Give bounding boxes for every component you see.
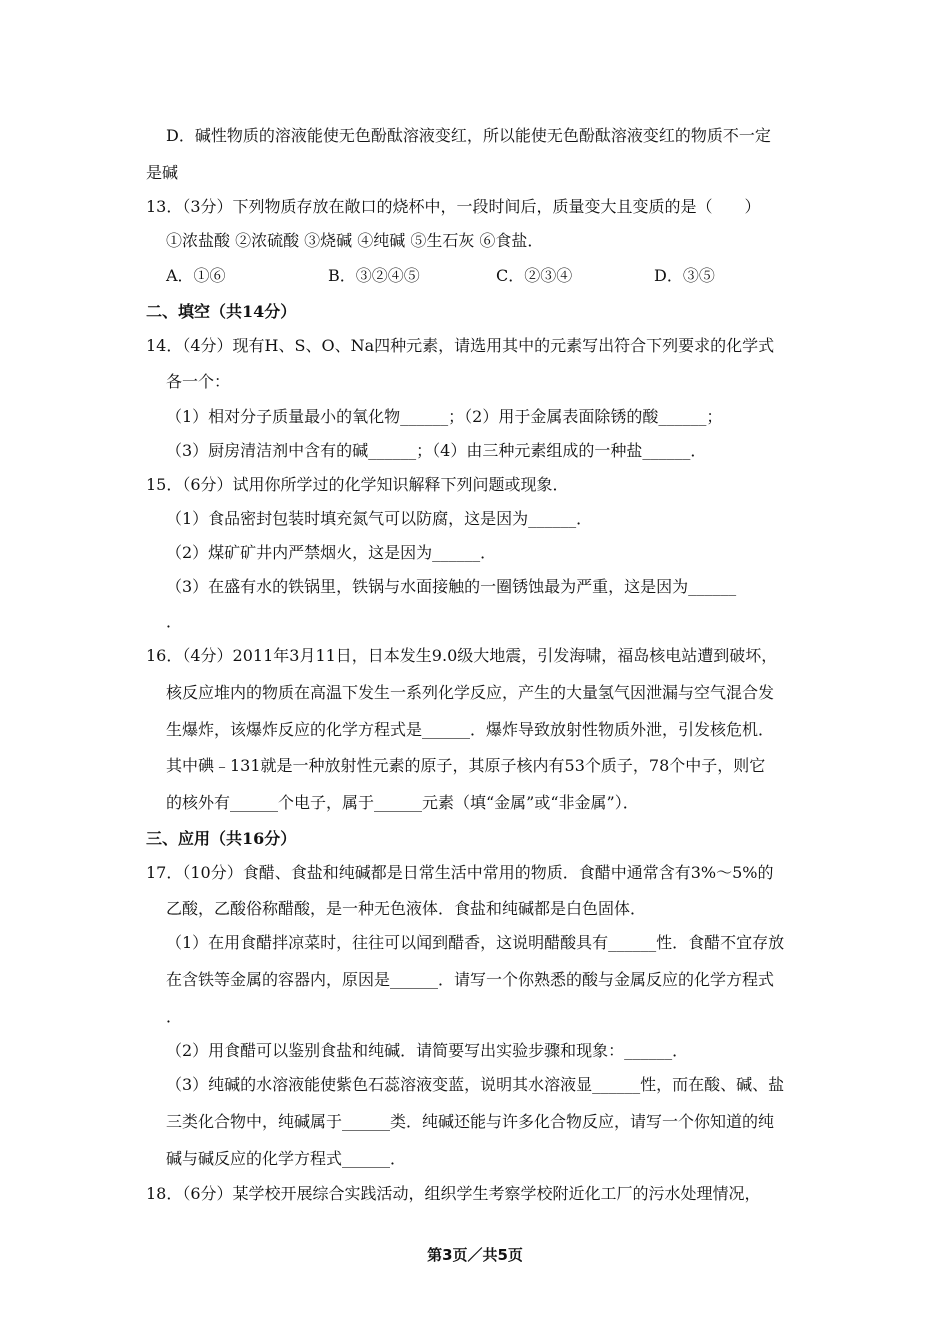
q15-line2: （1）食品密封包装时填充氮气可以防腐，这是因为______． (166, 509, 593, 528)
q12-option-d-line1: D．碱性物质的溶液能使无色酚酞溶液变红，所以能使无色酚酞溶液变红的物质不一定 (166, 126, 771, 145)
q16-line1: 16．（4分）2011年3月11日，日本发生9.0级大地震，引发海啸，福岛核电站遭到破坏， (146, 646, 778, 665)
q13-option-b: B．③②④⑤ (328, 266, 420, 285)
q15-line1: 15．（6分）试用你所学过的化学知识解释下列问题或现象． (146, 475, 569, 494)
q15-line5: ． (166, 612, 183, 631)
q17-line2: 乙酸，乙酸俗称醋酸，是一种无色液体．食盐和纯碱都是白色固体． (166, 899, 647, 918)
q17-line7: （3）纯碱的水溶液能使紫色石蕊溶液变蓝，说明其水溶液显______性，而在酸、碱、盐 (166, 1075, 785, 1094)
q14-line4: （3）厨房清洁剂中含有的碱______；（4）由三种元素组成的一种盐______． (166, 441, 707, 460)
q16-line5: 的核外有______个电子，属于______元素（填“金属”或“非金属”）． (166, 793, 639, 812)
q13-items: ①浓盐酸 ②浓硫酸 ③烧碱 ④纯碱 ⑤生石灰 ⑥食盐． (166, 231, 544, 250)
q14-line3: （1）相对分子质量最小的氧化物______；（2）用于金属表面除锈的酸______； (166, 407, 723, 426)
q16-line3: 生爆炸，该爆炸反应的化学方程式是______．爆炸导致放射性物质外泄，引发核危机． (166, 720, 775, 739)
q17-line9: 碱与碱反应的化学方程式______． (166, 1149, 407, 1168)
q14-line2: 各一个： (166, 372, 231, 391)
q18-line1: 18．（6分）某学校开展综合实践活动，组织学生考察学校附近化工厂的污水处理情况， (146, 1184, 761, 1203)
q17-line6: （2）用食醋可以鉴别食盐和纯碱．请简要写出实验步骤和现象：______． (166, 1041, 689, 1060)
section-3-title: 三、应用（共16分） (146, 829, 297, 848)
q16-line4: 其中碘﹣131就是一种放射性元素的原子，其原子核内有53个质子，78个中子，则它 (166, 756, 766, 775)
section-2-title: 二、填空（共14分） (146, 302, 297, 321)
q17-line1: 17．（10分）食醋、食盐和纯碱都是日常生活中常用的物质．食醋中通常含有3%～5%的 (146, 863, 774, 882)
page-number: 第3页／共5页 (427, 1246, 523, 1264)
q13-option-c: C．②③④ (496, 266, 573, 285)
q17-line5: ． (166, 1007, 183, 1026)
q17-line8: 三类化合物中，纯碱属于______类．纯碱还能与许多化合物反应，请写一个你知道的纯 (166, 1112, 775, 1131)
q15-line3: （2）煤矿矿井内严禁烟火，这是因为______． (166, 543, 497, 562)
q12-option-d-line2: 是碱 (146, 163, 179, 182)
q17-line3: （1）在用食醋拌凉菜时，往往可以闻到醋香，这说明醋酸具有______性．食醋不宜存放 (166, 933, 785, 952)
q13-stem: 13．（3分）下列物质存放在敞口的烧杯中，一段时间后，质量变大且变质的是（ ） (146, 197, 761, 216)
q13-option-d: D．③⑤ (654, 266, 715, 285)
q14-line1: 14．（4分）现有H、S、O、Na四种元素，请选用其中的元素写出符合下列要求的化学式 (146, 336, 775, 355)
q16-line2: 核反应堆内的物质在高温下发生一系列化学反应，产生的大量氢气因泄漏与空气混合发 (166, 683, 775, 702)
q15-line4: （3）在盛有水的铁锅里，铁锅与水面接触的一圈锈蚀最为严重，这是因为______ (166, 577, 737, 596)
q17-line4: 在含铁等金属的容器内，原因是______．请写一个你熟悉的酸与金属反应的化学方程式 (166, 970, 775, 989)
q13-option-a: A．①⑥ (166, 266, 226, 285)
